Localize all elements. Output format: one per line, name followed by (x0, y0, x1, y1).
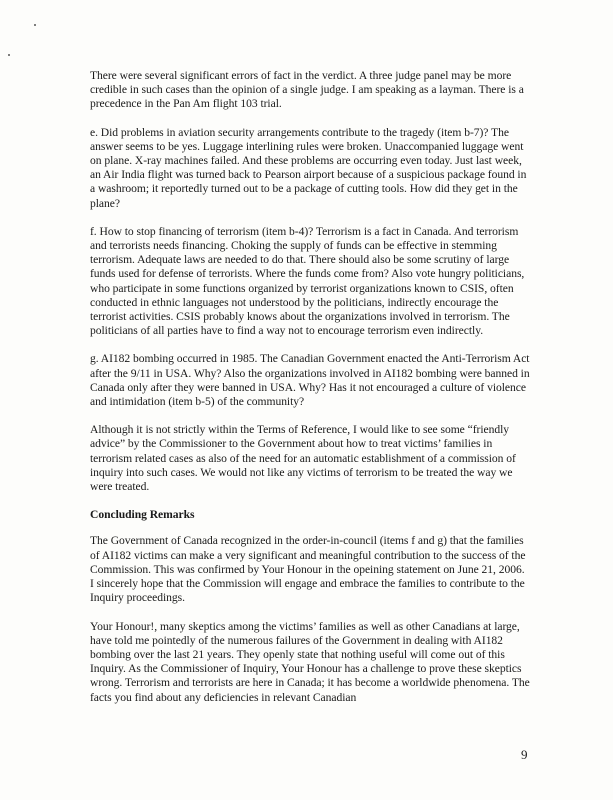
paragraph-skeptics: Your Honour!, many skeptics among the victims’ families as well as other Canadians at large, have told me pointedly of the numerous failures of the Government in dealing with AI182 bombing over the last 21 years. They openly state that nothing useful will come out of this Inquiry. As the Commissioner of Inquiry, Your Honour has a challenge to prove these skeptics wrong. Terrorism and terrorists are here in Canada; it has become a worldwide phenomena. The facts you find about any deficiencies in relevant Canadian (90, 619, 530, 704)
paragraph-friendly-advice: Although it is not strictly within the Terms of Reference, I would like to see some “friendly advice” by the Commissioner to the Government about how to treat victims’ families in terrorism related cases as also of the need for an automatic establishment of a commission of inquiry into such cases. We would not like any victims of terrorism to be treated the way we were treated. (90, 423, 516, 494)
scan-speck (8, 54, 10, 56)
paragraph-item-g-anti-terrorism-act: g. AI182 bombing occurred in 1985. The Canadian Government enacted the Anti-Terrorism Act after the 9/11 in USA. Why? Also the organizations involved in AI182 bombing were banned in Canada only after they were banned in USA. Why? Has it not encouraged a culture of violence and intimidation (item b-5) of the community? (90, 352, 530, 409)
paragraph-order-in-council: The Government of Canada recognized in the order-in-council (items f and g) that the families of AI182 victims can make a very significant and meaningful contribution to the success of the Commission. This was confirmed by Your Honour in the opeining statement on June 21, 2006. I sincerely hope that the Commission will engage and embrace the families to contribute to the Inquiry proceedings. (90, 534, 526, 605)
section-heading-concluding-remarks: Concluding Remarks (90, 508, 195, 522)
paragraph-verdict-errors: There were several significant errors of fact in the verdict. A three judge panel may be more credible in such cases than the opinion of a single judge. I am speaking as a layman. There is a precedence in the Pan Am flight 103 trial. (90, 69, 524, 111)
body-text (90, 69, 530, 719)
paragraph-item-f-terror-financing: f. How to stop financing of terrorism (item b-4)? Terrorism is a fact in Canada. And terrorism and terrorists needs financing. Choking the supply of funds can be effective in stemming terrorism. Adequate laws are needed to do that. There should also be some scrutiny of large funds used for defense of terrorists. Where the funds come from? Also vote hungry politicians, who participate in some functions organized by terrorist organizations known to CSIS, often conducted in ethnic languages not understood by the politicians, indirectly encourage the terrorist activities. CSIS probably knows about the organizations involved in terrorism. The politicians of all parties have to find a way not to encourage terrorism even indirectly. (90, 224, 525, 338)
scan-speck (34, 24, 36, 26)
page-number: 9 (521, 747, 528, 762)
paragraph-item-e-aviation-security: e. Did problems in aviation security arrangements contribute to the tragedy (item b-7)? The answer seems to be yes. Luggage interlining rules were broken. Unaccompanied luggage went on plane. X-ray machines failed. And these problems are occurring even today. Just last week, an Air India flight was turned back to Pearson airport because of a suspicious package found in a washroom; it reportedly turned out to be a package of cutting tools. How did they get in the plane? (90, 125, 527, 210)
